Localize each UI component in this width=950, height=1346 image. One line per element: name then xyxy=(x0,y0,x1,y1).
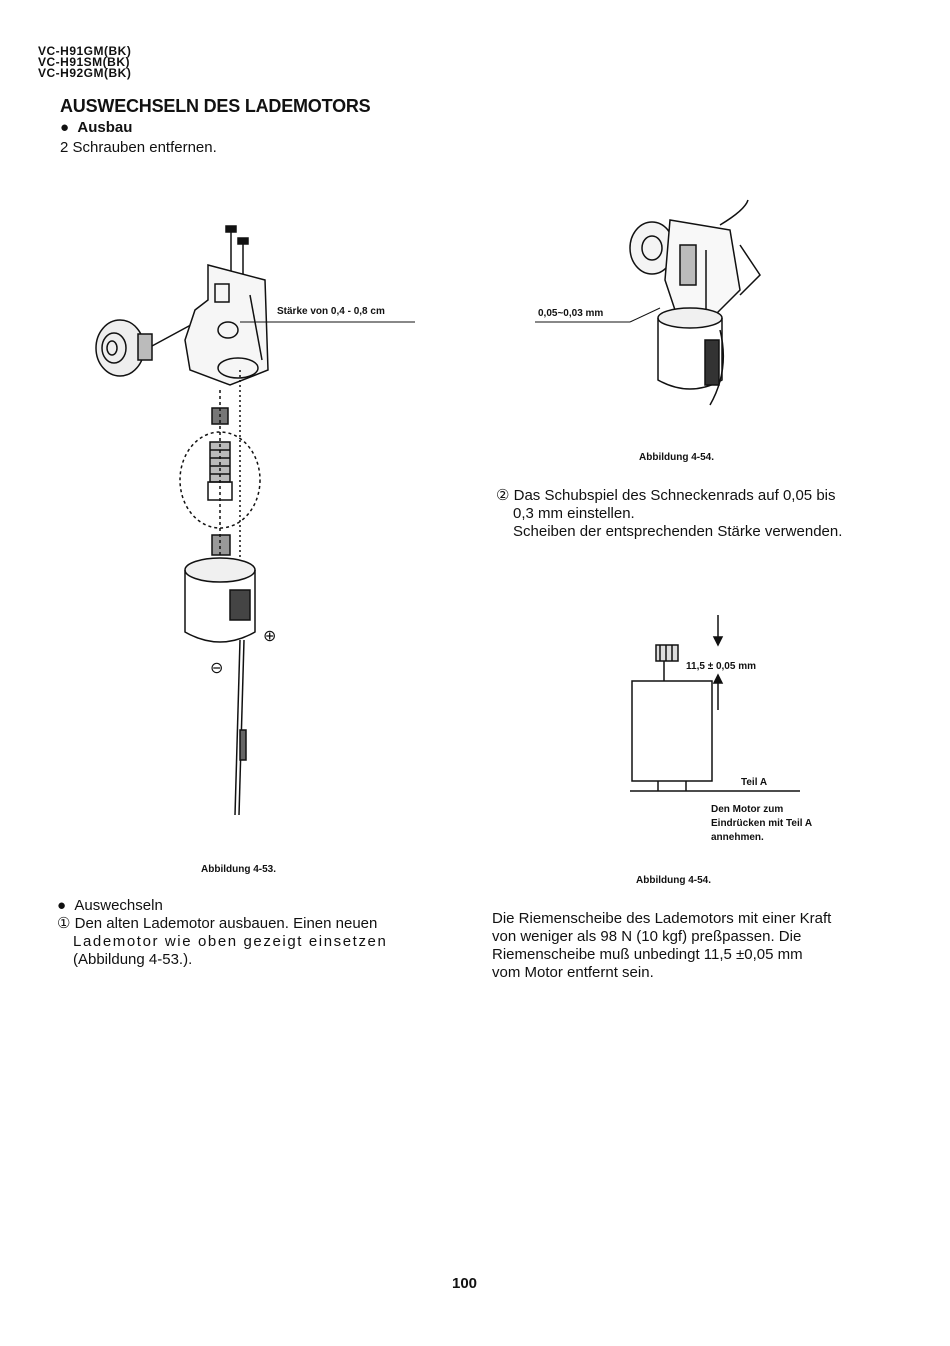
page-title: AUSWECHSELN DES LADEMOTORS xyxy=(60,96,371,116)
replacement-line xyxy=(57,915,447,933)
removal-step: 2 Schrauben entfernen. xyxy=(60,139,217,156)
replacement-line: (Abbildung 4-53.). xyxy=(73,951,193,968)
step-2-line xyxy=(496,487,896,505)
figure-54-caption-top: Abbildung 4-54. xyxy=(639,452,714,463)
dimension-label: 11,5 ± 0,05 mm xyxy=(686,661,756,672)
pulley-note xyxy=(492,910,892,982)
replacement-section xyxy=(57,897,447,969)
model-list xyxy=(38,46,131,79)
leader-line xyxy=(535,306,665,326)
minus-symbol: ⊖ xyxy=(210,660,224,677)
motor-note xyxy=(711,803,812,845)
model-name: VC-H91SM(BK) xyxy=(38,55,131,69)
step-2-line: Scheiben der entsprechenden Stärke verwenden. xyxy=(513,523,843,540)
page-number: 100 xyxy=(452,1275,478,1292)
replacement-line: Lademotor wie oben gezeigt einsetzen xyxy=(73,933,388,950)
step-1-marker: ① xyxy=(57,915,71,932)
motor-note-line: Den Motor zum xyxy=(711,804,784,815)
replacement-heading xyxy=(57,897,447,915)
step-2-line: 0,3 mm einstellen. xyxy=(513,505,635,522)
gap-label: 0,05~0,03 mm xyxy=(538,308,604,319)
plus-symbol: ⊕ xyxy=(263,628,277,645)
replacement-line-text: Den alten Lademotor ausbauen. Einen neuen xyxy=(74,915,378,932)
thickness-label: Stärke von 0,4 - 0,8 cm xyxy=(277,306,385,317)
pulley-note-line: Riemenscheibe muß unbedingt 11,5 ±0,05 mm xyxy=(492,946,803,963)
step-2-marker: ② xyxy=(496,487,510,504)
removal-heading-text: Ausbau xyxy=(77,119,133,136)
figure-54-motor-diagram xyxy=(620,200,780,410)
motor-note-line: annehmen. xyxy=(711,832,764,843)
model-name: VC-H92GM(BK) xyxy=(38,66,132,80)
figure-54-dimension-diagram xyxy=(630,615,810,800)
bullet-icon: ● xyxy=(60,119,78,136)
replacement-heading-text: Auswechseln xyxy=(74,897,163,914)
bullet-icon: ● xyxy=(57,897,75,914)
pulley-note-line: vom Motor entfernt sein. xyxy=(492,964,654,981)
part-a-label: Teil A xyxy=(741,777,768,788)
leader-line xyxy=(240,320,415,324)
step-2-line-text: Das Schubspiel des Schneckenrads auf 0,05 bis xyxy=(513,487,836,504)
pulley-note-line: von weniger als 98 N (10 kgf) preßpassen. Die xyxy=(492,928,802,945)
step-2-text xyxy=(496,487,896,541)
removal-heading xyxy=(60,119,132,136)
motor-note-line: Eindrücken mit Teil A xyxy=(711,818,813,829)
figure-54-caption-bottom: Abbildung 4-54. xyxy=(636,875,711,886)
model-name: VC-H91GM(BK) xyxy=(38,44,132,58)
figure-53-caption: Abbildung 4-53. xyxy=(201,864,276,875)
pulley-note-line: Die Riemenscheibe des Lademotors mit einer Kraft xyxy=(492,910,832,927)
